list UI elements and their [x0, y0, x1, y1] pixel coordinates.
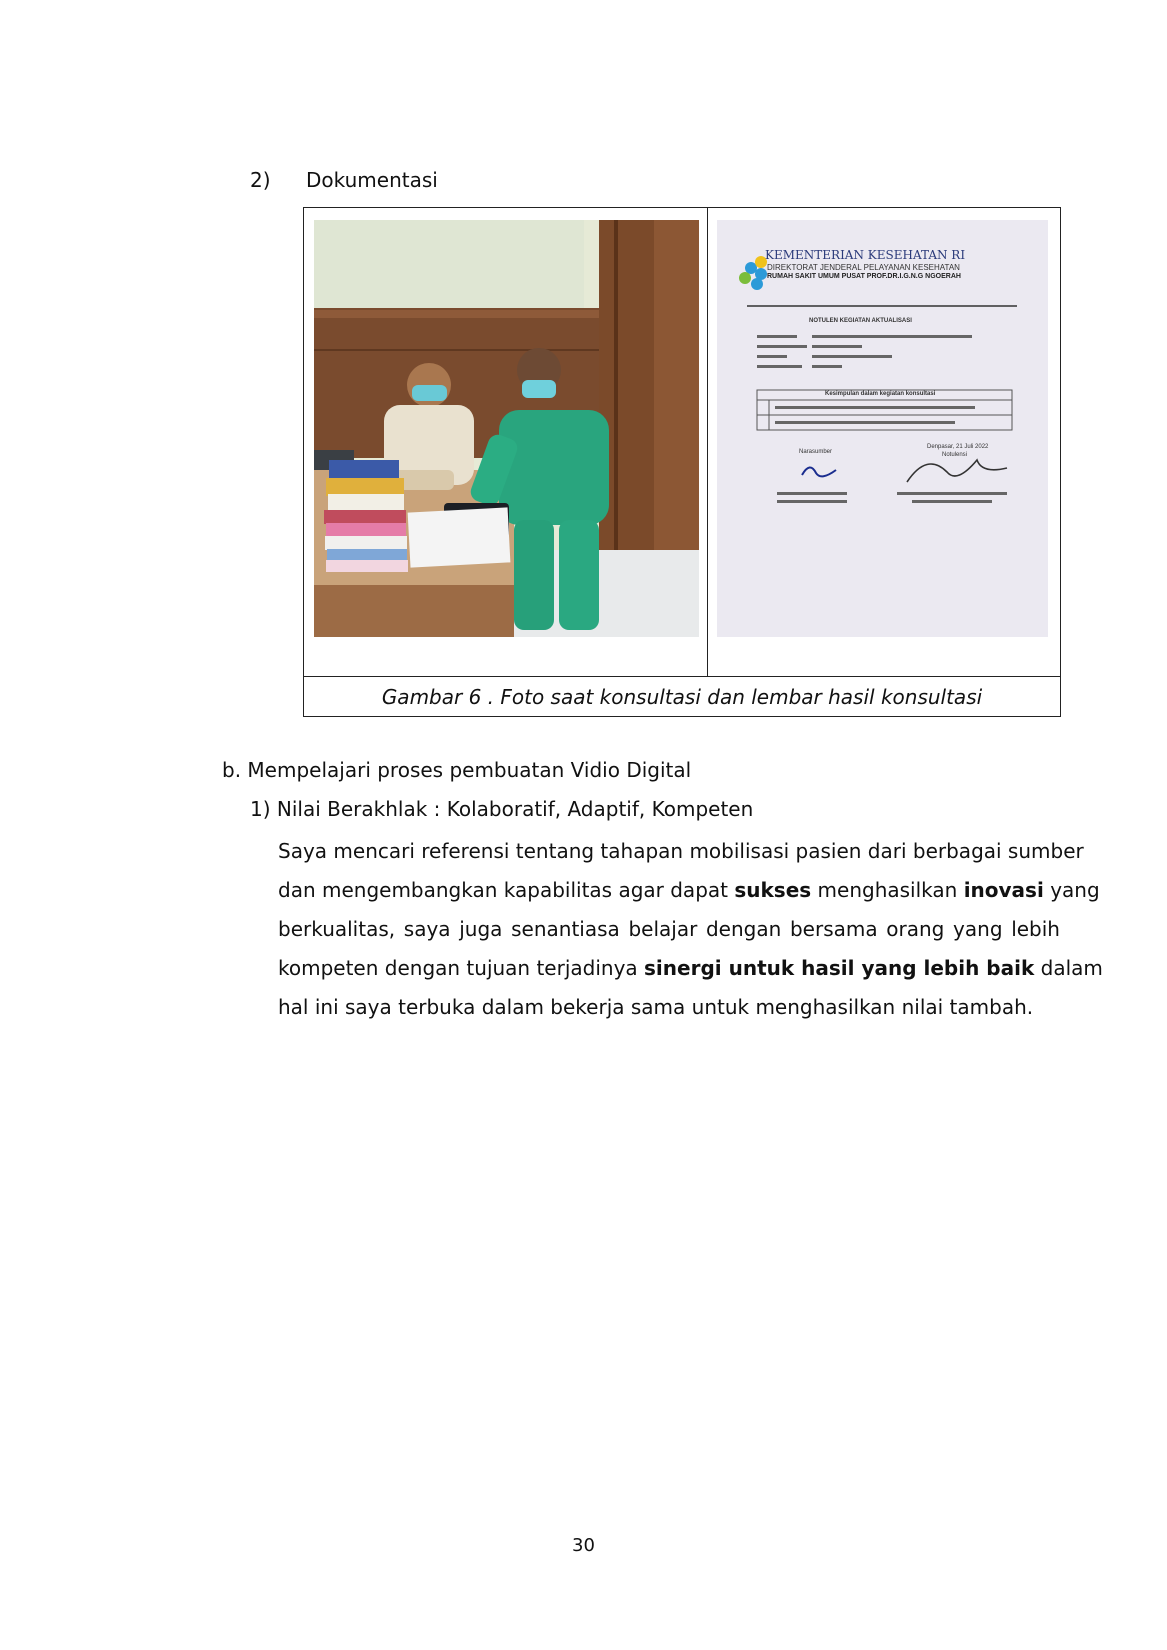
paragraph-line: dan mengembangkan kapabilitas agar dapat sukses menghasilkan inovasi yang [278, 878, 1100, 902]
sheet-right-role: Notulensi [942, 452, 968, 458]
subsection-label: b. [222, 758, 242, 782]
table-divider [707, 208, 708, 677]
paragraph-line: kompeten dengan tujuan terjadinya sinergi untuk hasil yang lebih baik dalam [278, 956, 1103, 980]
item-title: Nilai Berakhlak : Kolaboratif, Adaptif, Kompeten [276, 797, 754, 821]
section-number: 2) [250, 168, 271, 192]
page-number: 30 [572, 1535, 595, 1556]
table-divider [304, 676, 1060, 677]
paragraph-line: hal ini saya terbuka dalam bekerja sama untuk menghasilkan nilai tambah. [278, 995, 1034, 1019]
subsection-heading [222, 758, 691, 782]
item-number: 1) [250, 797, 271, 821]
body-paragraph [278, 832, 1103, 1027]
paragraph-line: Saya mencari referensi tentang tahapan mobilisasi pasien dari berbagai sumber [278, 839, 1084, 863]
sheet-left-role: Narasumber [799, 449, 833, 455]
figure-caption: Gambar 6 . Foto saat konsultasi dan lembar hasil konsultasi [381, 685, 983, 709]
section-heading [250, 168, 438, 192]
sheet-conclusion-heading: Kesimpulan dalam kegiatan konsultasi [825, 391, 936, 397]
paragraph-line: berkualitas, saya juga senantiasa belajar dengan bersama orang yang lebih [278, 917, 1060, 941]
figure-table [303, 207, 1061, 717]
sheet-ministry: KEMENTERIAN KESEHATAN RI [765, 248, 966, 262]
emphasis-text: inovasi [963, 878, 1044, 902]
sheet-place-date: Denpasar, 21 Juli 2022 [927, 444, 989, 450]
subsection-title: Mempelajari proses pembuatan Vidio Digital [247, 758, 692, 782]
sheet-title: NOTULEN KEGIATAN AKTUALISASI [809, 318, 912, 324]
emphasis-text: sinergi untuk hasil yang lebih baik [644, 956, 1035, 980]
consultation-photo-illustration [314, 220, 699, 637]
sheet-directorate: DIREKTORAT JENDERAL PELAYANAN KESEHATAN [767, 263, 960, 272]
section-title: Dokumentasi [306, 168, 438, 192]
emphasis-text: sukses [734, 878, 812, 902]
item-heading [250, 797, 753, 821]
sheet-hospital: RUMAH SAKIT UMUM PUSAT PROF.DR.I.G.N.G NGOERAH [767, 273, 961, 280]
consultation-photo [314, 220, 699, 637]
sheet-illustration [717, 220, 1048, 637]
consultation-sheet [717, 220, 1048, 637]
